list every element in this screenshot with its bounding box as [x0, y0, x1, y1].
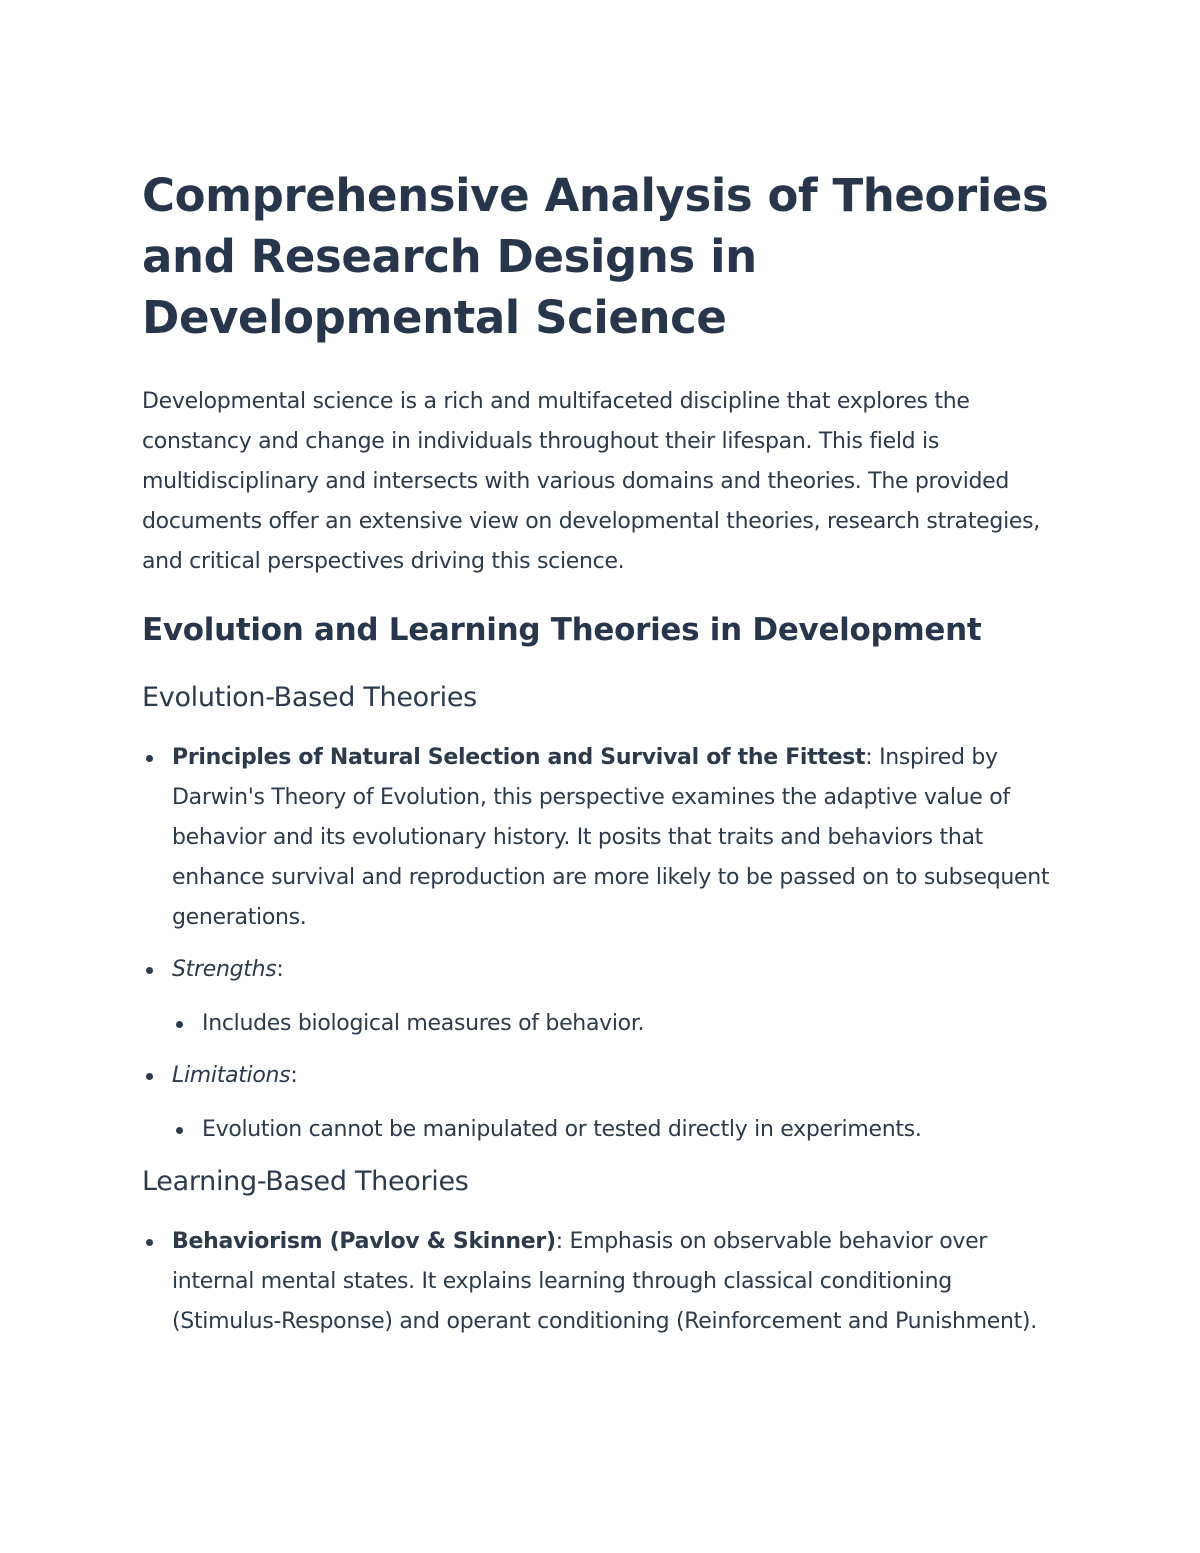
principles-colon: :	[865, 745, 873, 770]
document-title: Comprehensive Analysis of Theories and Research Designs in Developmental Science	[142, 169, 1049, 344]
list-item-principles	[172, 738, 1067, 938]
behaviorism-colon: :	[555, 1229, 563, 1254]
limitations-label: Limitations	[172, 1063, 291, 1088]
principles-label: Principles of Natural Selection and Survival of the Fittest	[172, 745, 866, 770]
learning-list	[142, 1222, 1067, 1342]
evolution-subheading: Evolution-Based Theories	[142, 682, 477, 713]
bullet-icon	[176, 1127, 183, 1134]
learning-subheading: Learning-Based Theories	[142, 1166, 469, 1197]
limitation-item-text: Evolution cannot be manipulated or tested directly in experiments.	[202, 1117, 922, 1142]
strengths-colon: :	[276, 957, 284, 982]
strength-item-text: Includes biological measures of behavior.	[202, 1011, 645, 1036]
list-item-behaviorism	[172, 1222, 1067, 1342]
limitations-colon: :	[290, 1063, 298, 1088]
list-item-limitation-1	[202, 1110, 1067, 1150]
bullet-icon	[176, 1021, 183, 1028]
bullet-icon	[146, 967, 153, 974]
limitations-sublist	[172, 1110, 1067, 1150]
document-page	[142, 165, 1067, 1354]
strengths-sublist	[172, 1004, 1067, 1044]
evolution-list	[142, 738, 1067, 1150]
bullet-icon	[146, 755, 153, 762]
list-item-limitations	[172, 1056, 1067, 1150]
strengths-label: Strengths	[172, 957, 277, 982]
behaviorism-label: Behaviorism (Pavlov & Skinner)	[172, 1229, 556, 1254]
behaviorism-text: Emphasis on observable behavior over internal mental states. It explains learning through classical conditioning (Stimulus-Response) and operant conditioning (Reinforcement and Punishment).	[172, 1229, 1037, 1334]
section-heading: Evolution and Learning Theories in Development	[142, 612, 982, 648]
list-item-strengths	[172, 950, 1067, 1044]
bullet-icon	[146, 1073, 153, 1080]
bullet-icon	[146, 1239, 153, 1246]
intro-paragraph: Developmental science is a rich and multifaceted discipline that explores the constancy and change in individuals throughout their lifespan. This field is multidisciplinary and intersects with various domains and theories. The provided documents offer an extensive view on developmental theories, research strategies, and critical perspectives driving this science.	[142, 389, 1040, 574]
list-item-strength-1	[202, 1004, 1067, 1044]
principles-text: Inspired by Darwin's Theory of Evolution, this perspective examines the adaptive value of behavior and its evolutionary history. It posits that traits and behaviors that enhance survival and reproduction are more likely to be passed on to subsequent generations.	[172, 745, 1050, 930]
